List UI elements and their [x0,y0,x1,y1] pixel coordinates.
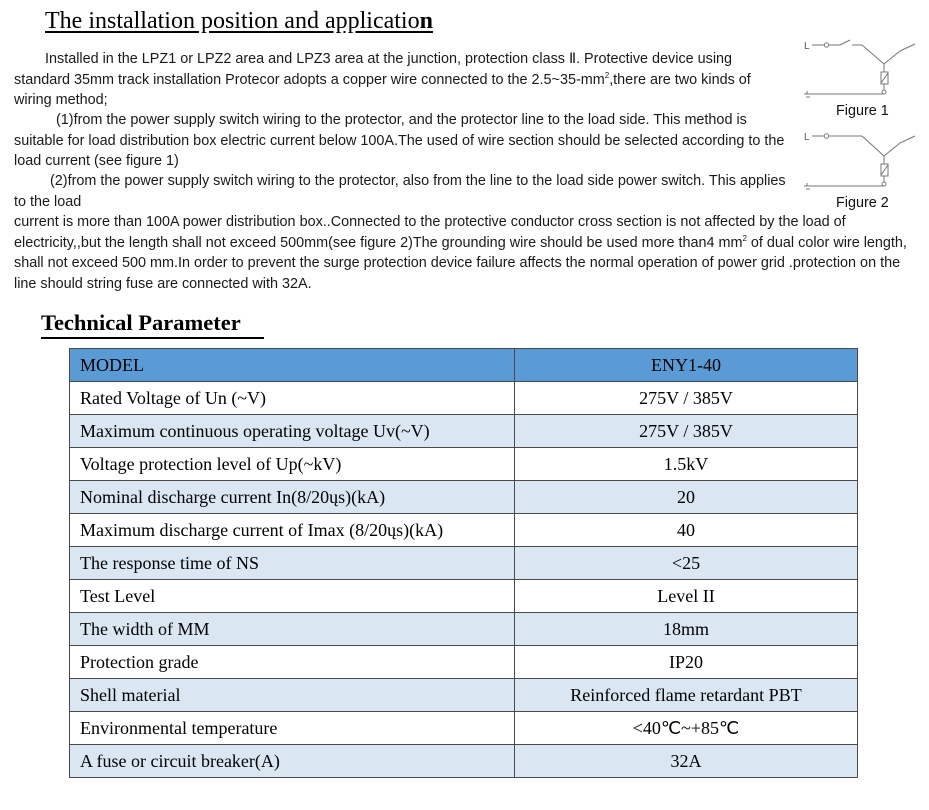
table-row [70,679,858,712]
continuation-paragraph: current is more than 100A power distribution box..Connected to the protective conductor cross section is not affected by the load of electricity,,but the length shall not exceed 500mm(see figure 2)The grounding wire should be used more than4 $mm^2$ of dual color wire length, shall not exceed 500 mm.In order to prevent the surge protection device failure affects the normal operation of power grid .protection on the line should string fuse are connected with 32A. [14,214,907,292]
table-row [70,745,858,778]
param-value: 275V / 385V [515,382,858,415]
table-row [70,382,858,415]
technical-parameter-table [69,348,858,778]
param-value: Level II [515,580,858,613]
figure-2-caption: Figure 2 [836,195,889,211]
param-value: 32A [515,745,858,778]
section-title: The installation position and application [45,8,433,34]
param-label: Test Level [70,580,515,613]
param-value: 1.5kV [515,448,858,481]
table-row [70,712,858,745]
param-value: 40 [515,514,858,547]
param-value: 18mm [515,613,858,646]
intro-paragraph: Installed in the LPZ1 or LPZ2 area and LPZ3 area at the junction, protection class Ⅱ. Protective device using standard 35mm track installation Protecor adopts a copper wire connected to the $2.5\sim 35-mm^2,there$ are two kinds of wiring method; [14,51,751,108]
param-label: The width of MM [70,613,515,646]
param-value: Reinforced flame retardant PBT [515,679,858,712]
param-value: <40℃~+85℃ [515,712,858,745]
table-row [70,514,858,547]
technical-parameter-title: Technical Parameter [41,310,241,335]
figure-1-caption: Figure 1 [836,103,889,119]
model-label: MODEL [70,349,515,382]
figure-1-wiring-diagram [800,36,925,106]
param-label: Voltage protection level of Up(~kV) [70,448,515,481]
svg-text:L: L [804,132,810,143]
param-label: The response time of NS [70,547,515,580]
param-label: Environmental temperature [70,712,515,745]
param-label: Maximum continuous operating voltage Uv(~V) [70,415,515,448]
param-value: 275V / 385V [515,415,858,448]
param-label: A fuse or circuit breaker(A) [70,745,515,778]
param-label: Shell material [70,679,515,712]
table-row [70,646,858,679]
table-header-row [70,349,858,382]
protection-class: Ⅱ [568,51,577,67]
method-2-paragraph: (2)from the power supply switch wiring to the protector, also from the line to the load side power switch. This applies to the load [14,173,786,210]
param-value: IP20 [515,646,858,679]
param-value: <25 [515,547,858,580]
table-row [70,448,858,481]
param-label: Maximum discharge current of Imax (8/20ųs)(kA) [70,514,515,547]
method-1-paragraph: (1)from the power supply switch wiring to the protector, and the protector line to the load side. This method is suitable for load distribution box electric current below 100A.The used of wire section should be selected according to the load current (see figure 1) [14,112,785,169]
param-label: Protection grade [70,646,515,679]
figure-2-wiring-diagram [800,128,925,198]
svg-text:L: L [804,41,810,52]
param-value: 20 [515,481,858,514]
table-row [70,481,858,514]
table-row [70,613,858,646]
model-value: ENY1-40 [515,349,858,382]
title-underline [41,337,264,339]
param-label: Rated Voltage of Un (~V) [70,382,515,415]
table-row [70,547,858,580]
param-label: Nominal discharge current In(8/20ųs)(kA) [70,481,515,514]
table-row [70,580,858,613]
table-row [70,415,858,448]
